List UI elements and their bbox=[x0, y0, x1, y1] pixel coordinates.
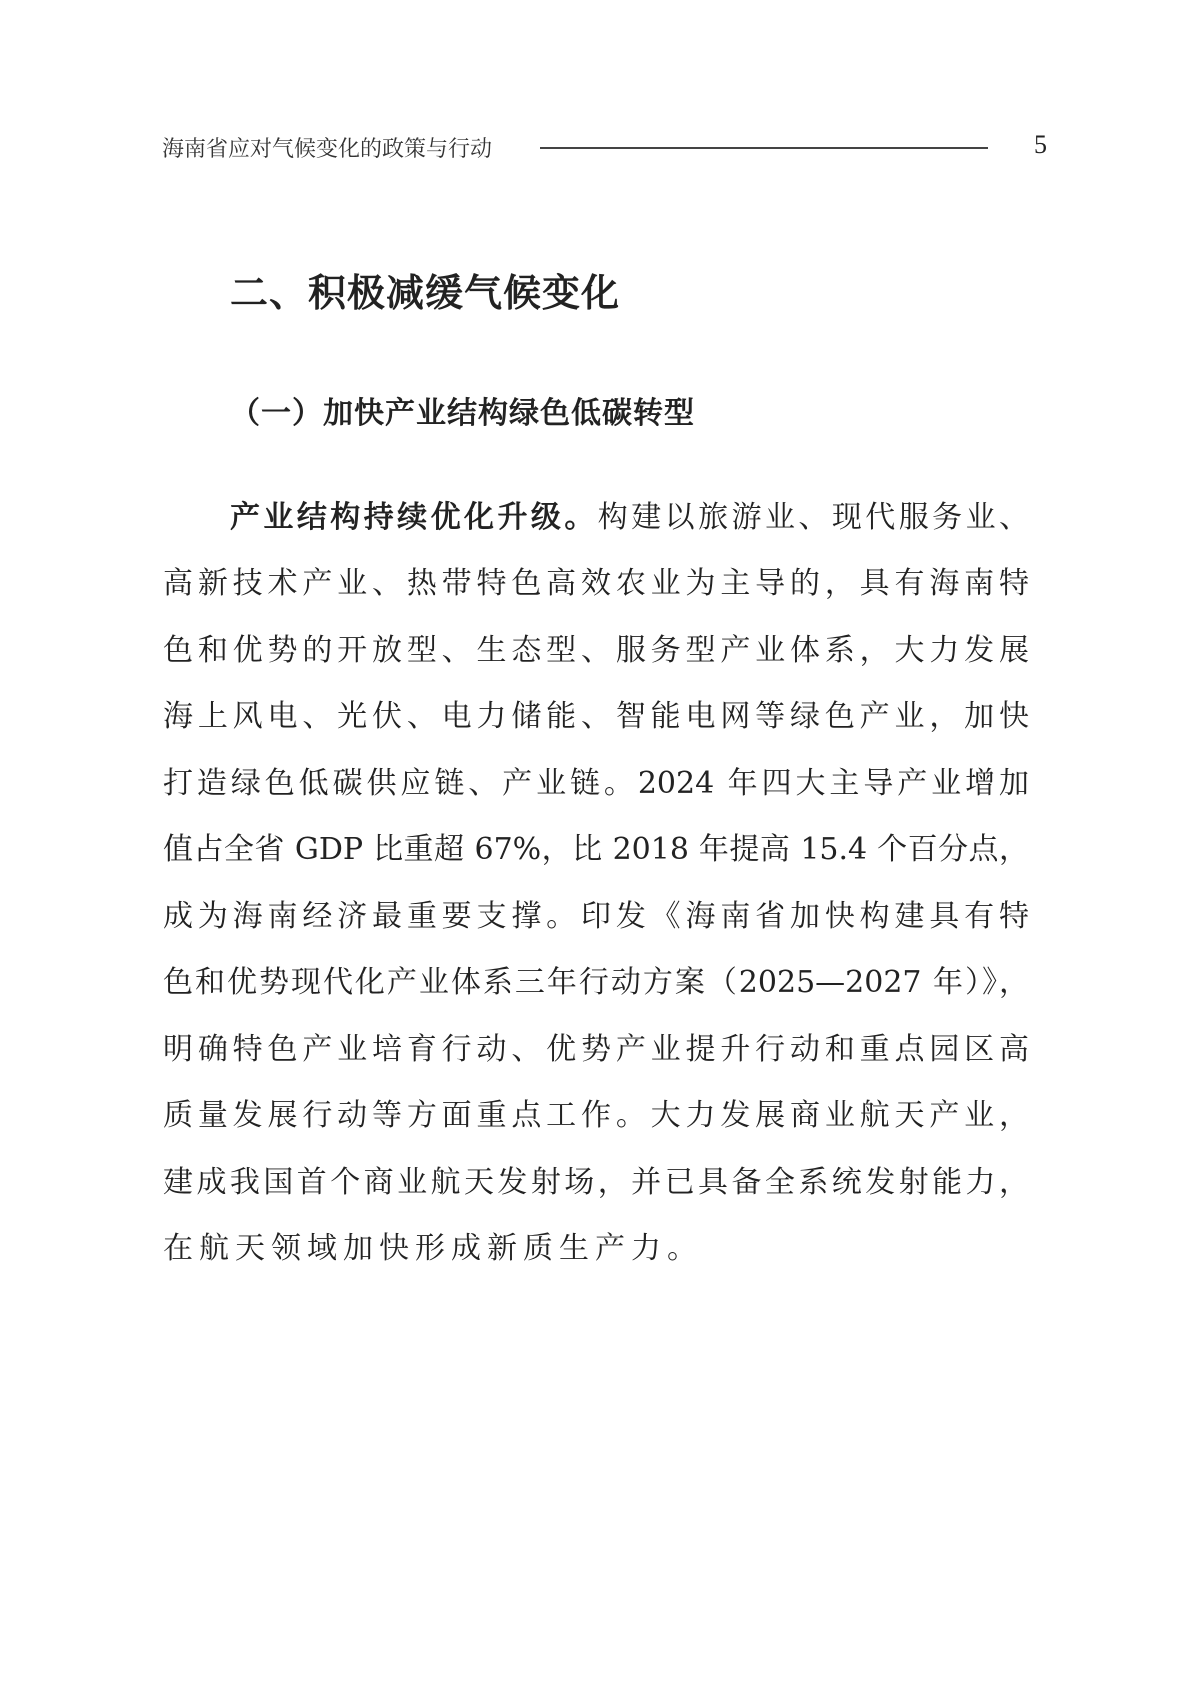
subsection-heading: （一）加快产业结构绿色低碳转型 bbox=[230, 396, 695, 431]
paragraph-line: 值占全省 GDP 比重超 67%，比 2018 年提高 15.4 个百分点， bbox=[163, 832, 1029, 867]
paragraph-line: 打造绿色低碳供应链、产业链。2024 年四大主导产业增加 bbox=[163, 766, 1029, 801]
paragraph-line: 明确特色产业培育行动、优势产业提升行动和重点园区高 bbox=[163, 1032, 1029, 1067]
paragraph-line: 色和优势的开放型、生态型、服务型产业体系，大力发展 bbox=[163, 633, 1029, 668]
line-text: 构建以旅游业、现代服务业、 bbox=[597, 500, 1030, 535]
paragraph-line bbox=[230, 500, 1029, 536]
header-title: 海南省应对气候变化的政策与行动 bbox=[162, 137, 493, 162]
section-heading: 二、积极减缓气候变化 bbox=[230, 271, 621, 315]
paragraph-lead: 产业结构持续优化升级。 bbox=[230, 500, 598, 535]
paragraph-line: 建成我国首个商业航天发射场，并已具备全系统发射能力， bbox=[163, 1165, 1029, 1200]
paragraph-line: 在航天领域加快形成新质生产力。 bbox=[163, 1231, 703, 1266]
paragraph-line: 质量发展行动等方面重点工作。大力发展商业航天产业， bbox=[163, 1098, 1029, 1133]
paragraph-line: 成为海南经济最重要支撑。印发《海南省加快构建具有特 bbox=[163, 899, 1029, 934]
paragraph-line: 高新技术产业、热带特色高效农业为主导的，具有海南特 bbox=[163, 566, 1029, 601]
paragraph-line: 海上风电、光伏、电力储能、智能电网等绿色产业，加快 bbox=[163, 699, 1029, 734]
paragraph-line: 色和优势现代化产业体系三年行动方案（2025—2027 年）》， bbox=[163, 965, 1029, 1000]
header-rule bbox=[540, 147, 988, 149]
page-number: 5 bbox=[1034, 130, 1047, 159]
